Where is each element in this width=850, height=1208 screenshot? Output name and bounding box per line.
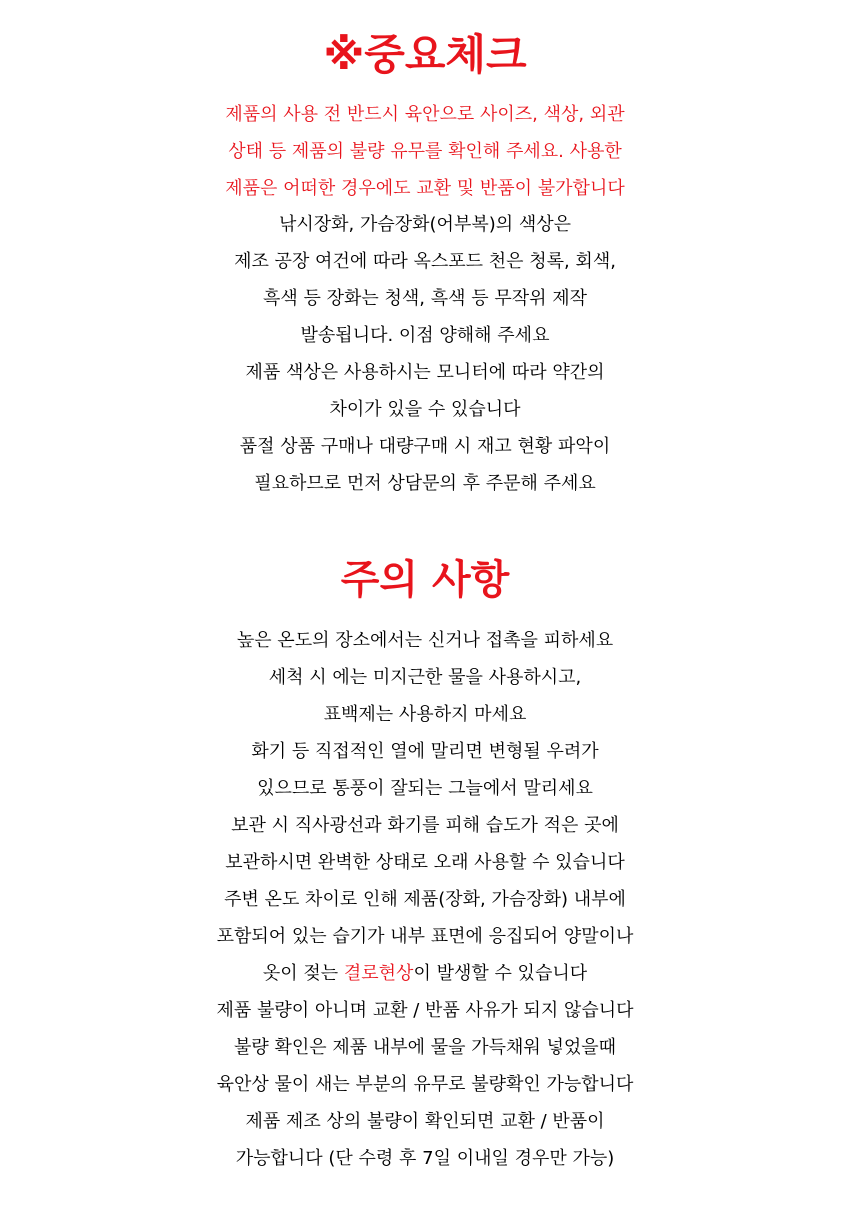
info-line: 낚시장화, 가슴장화(어부복)의 색상은 (278, 214, 572, 235)
important-info-block (0, 206, 850, 502)
condensation-prefix: 옷이 젖는 (262, 963, 344, 984)
info-line: 발송됩니다. 이점 양해해 주세요 (300, 325, 550, 346)
info-line: 필요하므로 먼저 상담문의 후 주문해 주세요 (254, 473, 596, 494)
info-line: 차이가 있을 수 있습니다 (329, 399, 521, 420)
info-line: 제품 색상은 사용하시는 모니터에 따라 약간의 (245, 362, 605, 383)
caution-line: 불량 확인은 제품 내부에 물을 가득채워 넣었을때 (233, 1037, 617, 1058)
caution-line: 제품 불량이 아니며 교환 / 반품 사유가 되지 않습니다 (216, 1000, 634, 1021)
warning-line: 상태 등 제품의 불량 유무를 확인해 주세요. 사용한 (228, 141, 622, 162)
caution-line: 포함되어 있는 습기가 내부 표면에 응집되어 양말이나 (216, 926, 634, 947)
caution-line: 표백제는 사용하지 마세요 (323, 704, 527, 725)
caution-line: 세척 시 에는 미지근한 물을 사용하시고, (268, 667, 582, 688)
caution-line: 화기 등 직접적인 열에 말리면 변형될 우려가 (251, 741, 599, 762)
info-line: 흑색 등 장화는 청색, 흑색 등 무작위 제작 (263, 288, 587, 309)
caution-line-condensation (0, 955, 850, 992)
warning-line: 제품은 어떠한 경우에도 교환 및 반품이 불가합니다 (225, 178, 625, 199)
important-warning-block (0, 96, 850, 207)
caution-line: 육안상 물이 새는 부분의 유무로 불량확인 가능합니다 (216, 1074, 634, 1095)
caution-line: 보관 시 직사광선과 화기를 피해 습도가 적은 곳에 (231, 815, 619, 836)
caution-line: 제품 제조 상의 불량이 확인되면 교환 / 반품이 (245, 1111, 605, 1132)
condensation-term: 결로현상 (343, 963, 414, 984)
condensation-suffix: 이 발생할 수 있습니다 (413, 963, 588, 984)
caution-heading: 주의 사항 (340, 557, 510, 603)
caution-line: 높은 온도의 장소에서는 신거나 접촉을 피하세요 (236, 630, 614, 651)
important-check-heading: ※중요체크 (323, 30, 527, 79)
warning-line: 제품의 사용 전 반드시 육안으로 사이즈, 색상, 외관 (225, 104, 625, 125)
info-line: 품절 상품 구매나 대량구매 시 재고 현황 파악이 (239, 436, 611, 457)
caution-block (0, 622, 850, 1177)
caution-line: 보관하시면 완벽한 상태로 오래 사용할 수 있습니다 (225, 852, 625, 873)
caution-line: 가능합니다 (단 수령 후 7일 이내일 경우만 가능) (235, 1148, 615, 1169)
caution-line: 주변 온도 차이로 인해 제품(장화, 가슴장화) 내부에 (224, 889, 626, 910)
info-line: 제조 공장 여건에 따라 옥스포드 천은 청록, 회색, (234, 251, 616, 272)
caution-line: 있으므로 통풍이 잘되는 그늘에서 말리세요 (257, 778, 593, 799)
